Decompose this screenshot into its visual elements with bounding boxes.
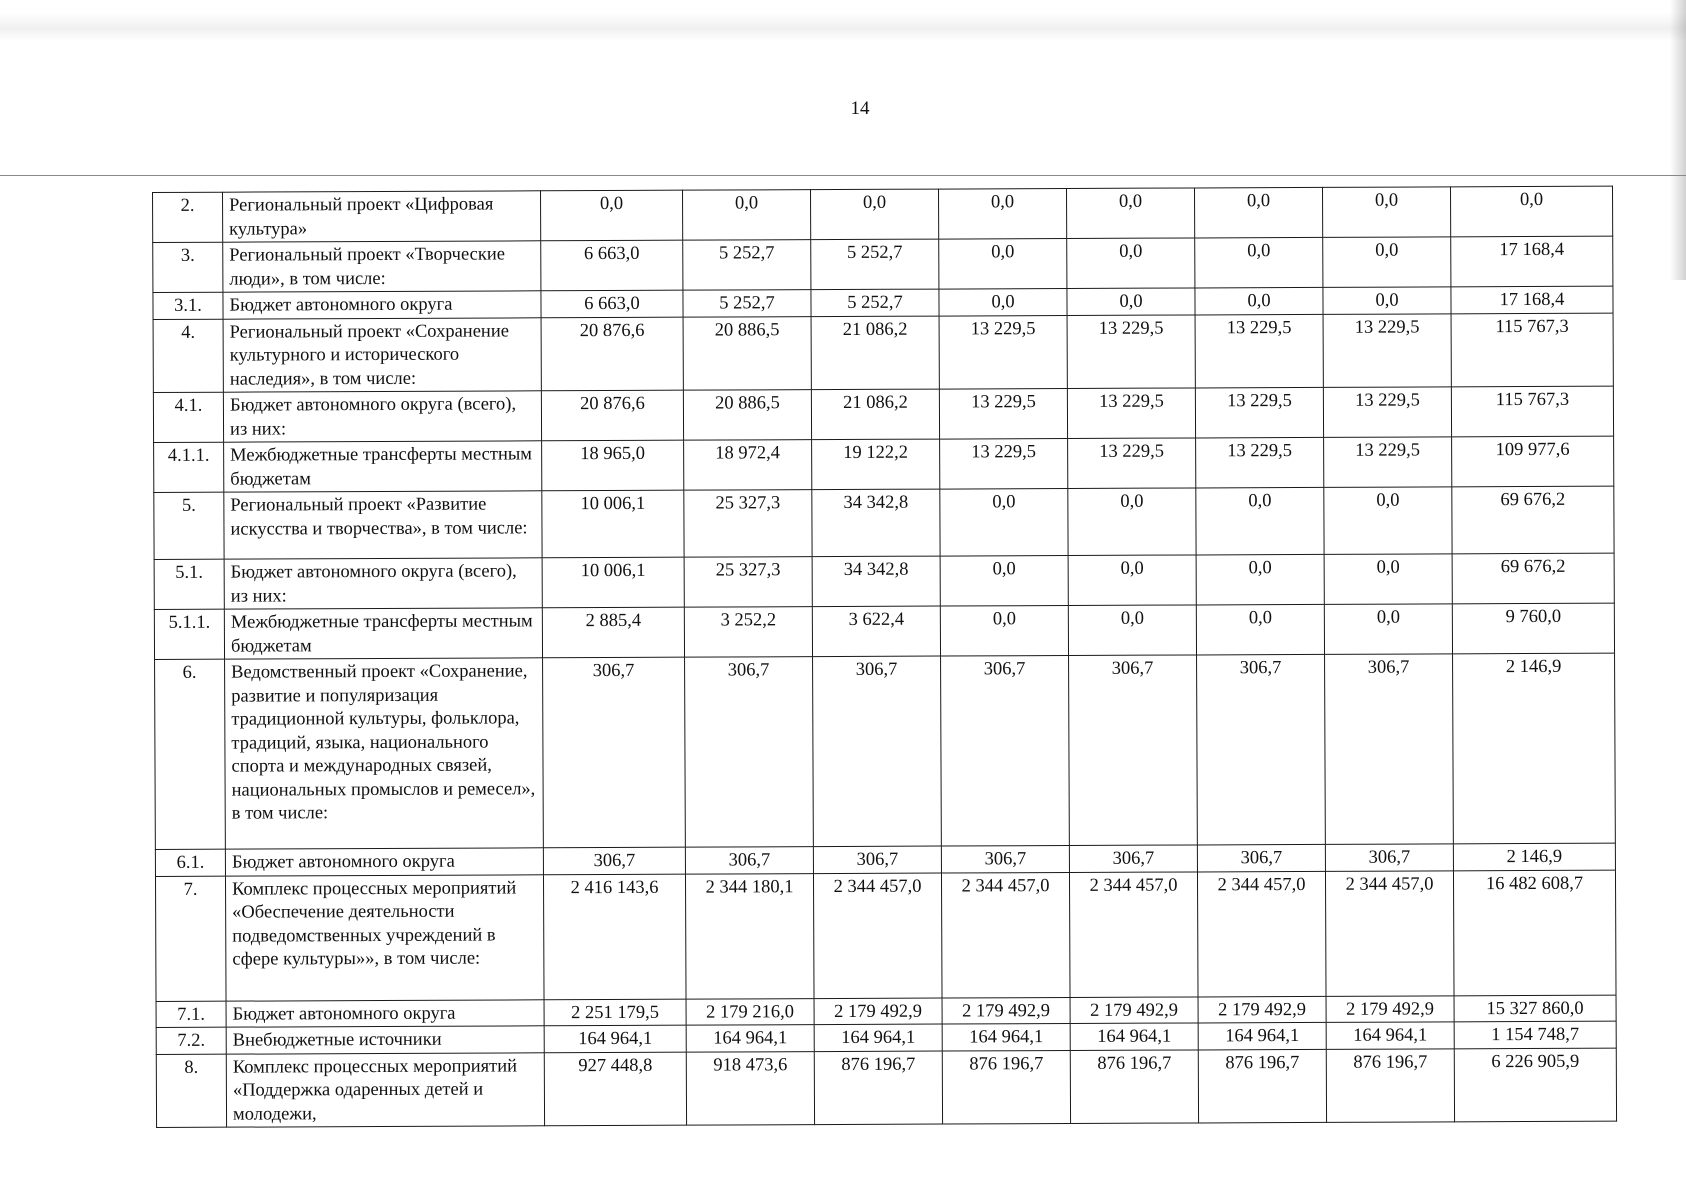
table-row xyxy=(156,1048,1616,1128)
table-row xyxy=(153,236,1613,292)
row-value: 0,0 xyxy=(1066,188,1194,239)
row-value: 164 964,1 xyxy=(942,1024,1070,1051)
row-value: 2 179 492,9 xyxy=(814,998,942,1025)
row-value: 927 448,8 xyxy=(544,1052,686,1126)
row-value: 13 229,5 xyxy=(940,439,1068,490)
row-label: Региональный проект «Сохранение культурного и исторического наследия», в том числе: xyxy=(223,317,541,392)
table-row xyxy=(154,553,1614,609)
row-total-value: 109 977,6 xyxy=(1452,436,1614,487)
row-total-value: 17 168,4 xyxy=(1451,286,1613,313)
row-total-value: 17 168,4 xyxy=(1451,236,1613,287)
row-value: 306,7 xyxy=(1197,654,1326,845)
row-value: 20 876,6 xyxy=(541,317,683,391)
row-value: 2 179 492,9 xyxy=(1326,995,1454,1022)
row-label: Бюджет автономного округа (всего), из них: xyxy=(224,558,542,609)
row-number: 3.1. xyxy=(153,292,223,319)
table-row xyxy=(155,653,1616,849)
row-label: Межбюджетные трансферты местным бюджетам xyxy=(224,441,542,492)
row-value: 0,0 xyxy=(940,489,1068,557)
scan-shadow-top xyxy=(0,12,1686,42)
row-value: 13 229,5 xyxy=(1323,387,1451,438)
row-value: 19 122,2 xyxy=(812,439,940,490)
table-row xyxy=(153,186,1613,242)
row-value: 5 252,7 xyxy=(811,289,939,316)
row-value: 21 086,2 xyxy=(811,389,939,440)
row-label: Региональный проект «Развитие искусства и творчества», в том числе: xyxy=(224,491,542,559)
row-value: 2 344 457,0 xyxy=(813,873,942,999)
row-value: 0,0 xyxy=(1322,187,1450,238)
row-value: 0,0 xyxy=(939,289,1067,316)
page-number: 14 xyxy=(850,98,870,119)
row-value: 13 229,5 xyxy=(939,389,1067,440)
row-value: 0,0 xyxy=(1324,487,1452,555)
row-value: 0,0 xyxy=(1194,187,1322,238)
row-value: 0,0 xyxy=(810,189,938,240)
row-label: Ведомственный проект «Сохранение, развитие и популяризация традиционной культуры, фольклора, традиций, языка, национального спорта и международных связей, национальных промыслов и ремесел», в том числе: xyxy=(225,658,544,849)
row-total-value: 2 146,9 xyxy=(1453,843,1615,870)
row-value: 306,7 xyxy=(941,846,1069,873)
row-label: Комплекс процессных мероприятий «Обеспечение деятельности подведомственных учреждений в сфере культуры»», в том числе: xyxy=(225,874,544,1000)
row-value: 306,7 xyxy=(685,657,814,848)
row-value: 0,0 xyxy=(1195,287,1323,314)
table-row xyxy=(153,313,1613,393)
row-value: 876 196,7 xyxy=(1326,1048,1454,1122)
row-value: 0,0 xyxy=(1324,604,1452,655)
row-label: Внебюджетные источники xyxy=(226,1026,544,1054)
row-number: 7. xyxy=(155,876,226,1001)
row-value: 20 886,5 xyxy=(683,316,811,390)
row-total-value: 15 327 860,0 xyxy=(1454,995,1616,1022)
row-value: 0,0 xyxy=(1323,287,1451,314)
row-number: 2. xyxy=(153,192,223,242)
row-value: 18 972,4 xyxy=(684,440,812,491)
row-value: 306,7 xyxy=(1197,844,1325,871)
row-value: 5 252,7 xyxy=(683,290,811,317)
row-value: 34 342,8 xyxy=(812,489,940,557)
row-value: 876 196,7 xyxy=(1198,1049,1326,1123)
row-value: 164 964,1 xyxy=(814,1024,942,1051)
row-value: 0,0 xyxy=(1196,554,1324,605)
row-value: 0,0 xyxy=(1068,555,1196,606)
row-value: 3 622,4 xyxy=(812,606,940,657)
row-label: Бюджет автономного округа (всего), из них: xyxy=(223,391,541,442)
row-value: 0,0 xyxy=(540,190,682,241)
row-value: 2 179 216,0 xyxy=(686,998,814,1025)
row-value: 18 965,0 xyxy=(542,440,684,491)
row-value: 876 196,7 xyxy=(942,1050,1070,1124)
row-value: 5 252,7 xyxy=(683,240,811,291)
row-value: 0,0 xyxy=(1196,604,1324,655)
row-value: 13 229,5 xyxy=(1195,387,1323,438)
row-value: 6 663,0 xyxy=(541,290,683,317)
row-value: 164 964,1 xyxy=(1198,1022,1326,1049)
row-label: Региональный проект «Творческие люди», в том числе: xyxy=(223,241,541,292)
row-value: 13 229,5 xyxy=(1068,438,1196,489)
budget-table xyxy=(152,186,1617,1128)
row-value: 13 229,5 xyxy=(1196,437,1324,488)
row-value: 164 964,1 xyxy=(686,1025,814,1052)
row-total-value: 0,0 xyxy=(1450,186,1612,237)
row-number: 6. xyxy=(155,659,226,849)
row-value: 164 964,1 xyxy=(1326,1022,1454,1049)
row-value: 0,0 xyxy=(1323,237,1451,288)
row-label: Бюджет автономного округа xyxy=(226,999,544,1027)
row-value: 2 179 492,9 xyxy=(942,997,1070,1024)
row-value: 13 229,5 xyxy=(1067,314,1195,388)
row-total-value: 115 767,3 xyxy=(1451,386,1613,437)
row-value: 5 252,7 xyxy=(811,239,939,290)
row-value: 306,7 xyxy=(1069,845,1197,872)
scan-shadow-right xyxy=(1670,0,1686,280)
row-label: Региональный проект «Цифровая культура» xyxy=(223,191,541,242)
row-value: 0,0 xyxy=(1324,554,1452,605)
row-value: 10 006,1 xyxy=(542,557,684,608)
row-number: 5.1. xyxy=(154,559,224,609)
row-total-value: 1 154 748,7 xyxy=(1454,1021,1616,1048)
row-value: 20 886,5 xyxy=(683,390,811,441)
row-value: 918 473,6 xyxy=(686,1051,814,1125)
row-number: 4.1.1. xyxy=(154,442,224,492)
table-row xyxy=(154,436,1614,492)
row-value: 13 229,5 xyxy=(1323,313,1451,387)
row-value: 21 086,2 xyxy=(811,316,939,390)
row-value: 0,0 xyxy=(1195,237,1323,288)
row-value: 164 964,1 xyxy=(544,1025,686,1052)
row-value: 306,7 xyxy=(1069,655,1198,846)
table-row xyxy=(154,603,1614,659)
table-row xyxy=(153,386,1613,442)
row-total-value: 9 760,0 xyxy=(1452,603,1614,654)
table-row xyxy=(155,870,1616,1001)
row-number: 7.2. xyxy=(156,1027,226,1054)
row-value: 306,7 xyxy=(941,656,1070,847)
header-rule xyxy=(0,175,1686,176)
row-value: 25 327,3 xyxy=(684,490,812,558)
row-label: Комплекс процессных мероприятий «Поддержка одаренных детей и молодежи, xyxy=(226,1052,544,1127)
row-value: 3 252,2 xyxy=(684,607,812,658)
row-value: 306,7 xyxy=(813,656,942,847)
row-label: Межбюджетные трансферты местным бюджетам xyxy=(224,608,542,659)
row-value: 306,7 xyxy=(685,847,813,874)
row-total-value: 2 146,9 xyxy=(1453,653,1616,844)
row-value: 2 344 457,0 xyxy=(1197,871,1326,997)
row-number: 4.1. xyxy=(153,392,223,442)
row-value: 0,0 xyxy=(938,189,1066,240)
row-value: 0,0 xyxy=(940,606,1068,657)
row-number: 3. xyxy=(153,242,223,292)
row-value: 2 344 457,0 xyxy=(1069,871,1198,997)
row-value: 2 344 457,0 xyxy=(941,872,1070,998)
row-value: 13 229,5 xyxy=(1324,437,1452,488)
row-value: 2 344 457,0 xyxy=(1325,870,1454,996)
row-number: 7.1. xyxy=(156,1001,226,1028)
row-value: 6 663,0 xyxy=(541,240,683,291)
row-total-value: 115 767,3 xyxy=(1451,313,1613,387)
row-value: 306,7 xyxy=(543,657,686,848)
row-value: 0,0 xyxy=(1068,605,1196,656)
row-value: 0,0 xyxy=(1067,238,1195,289)
row-value: 13 229,5 xyxy=(939,315,1067,389)
row-value: 0,0 xyxy=(1196,487,1324,555)
row-number: 6.1. xyxy=(155,849,225,876)
row-value: 0,0 xyxy=(940,556,1068,607)
row-value: 0,0 xyxy=(1068,488,1196,556)
row-total-value: 6 226 905,9 xyxy=(1454,1048,1616,1122)
row-total-value: 16 482 608,7 xyxy=(1453,870,1616,996)
row-number: 5.1.1. xyxy=(154,609,224,659)
row-number: 5. xyxy=(154,492,224,559)
row-value: 876 196,7 xyxy=(814,1051,942,1125)
row-value: 10 006,1 xyxy=(542,490,684,558)
table-row xyxy=(154,486,1614,559)
row-value: 2 344 180,1 xyxy=(685,873,814,999)
row-value: 2 179 492,9 xyxy=(1198,996,1326,1023)
row-value: 876 196,7 xyxy=(1070,1049,1198,1123)
row-value: 13 229,5 xyxy=(1067,388,1195,439)
row-value: 25 327,3 xyxy=(684,557,812,608)
row-value: 306,7 xyxy=(1325,844,1453,871)
row-value: 0,0 xyxy=(682,190,810,241)
row-value: 0,0 xyxy=(939,239,1067,290)
row-total-value: 69 676,2 xyxy=(1452,486,1614,554)
row-value: 164 964,1 xyxy=(1070,1023,1198,1050)
row-value: 2 251 179,5 xyxy=(544,999,686,1026)
row-value: 0,0 xyxy=(1067,288,1195,315)
row-value: 2 885,4 xyxy=(542,607,684,658)
row-value: 306,7 xyxy=(813,846,941,873)
row-label: Бюджет автономного округа xyxy=(223,291,541,319)
row-value: 13 229,5 xyxy=(1195,314,1323,388)
row-value: 2 416 143,6 xyxy=(543,874,686,1000)
row-label: Бюджет автономного округа xyxy=(225,848,543,876)
row-value: 306,7 xyxy=(543,847,685,874)
row-value: 34 342,8 xyxy=(812,556,940,607)
row-value: 20 876,6 xyxy=(541,390,683,441)
row-number: 8. xyxy=(156,1054,226,1128)
row-number: 4. xyxy=(153,319,223,393)
budget-table-body xyxy=(153,186,1617,1127)
row-value: 2 179 492,9 xyxy=(1070,996,1198,1023)
row-total-value: 69 676,2 xyxy=(1452,553,1614,604)
row-value: 306,7 xyxy=(1325,654,1454,845)
